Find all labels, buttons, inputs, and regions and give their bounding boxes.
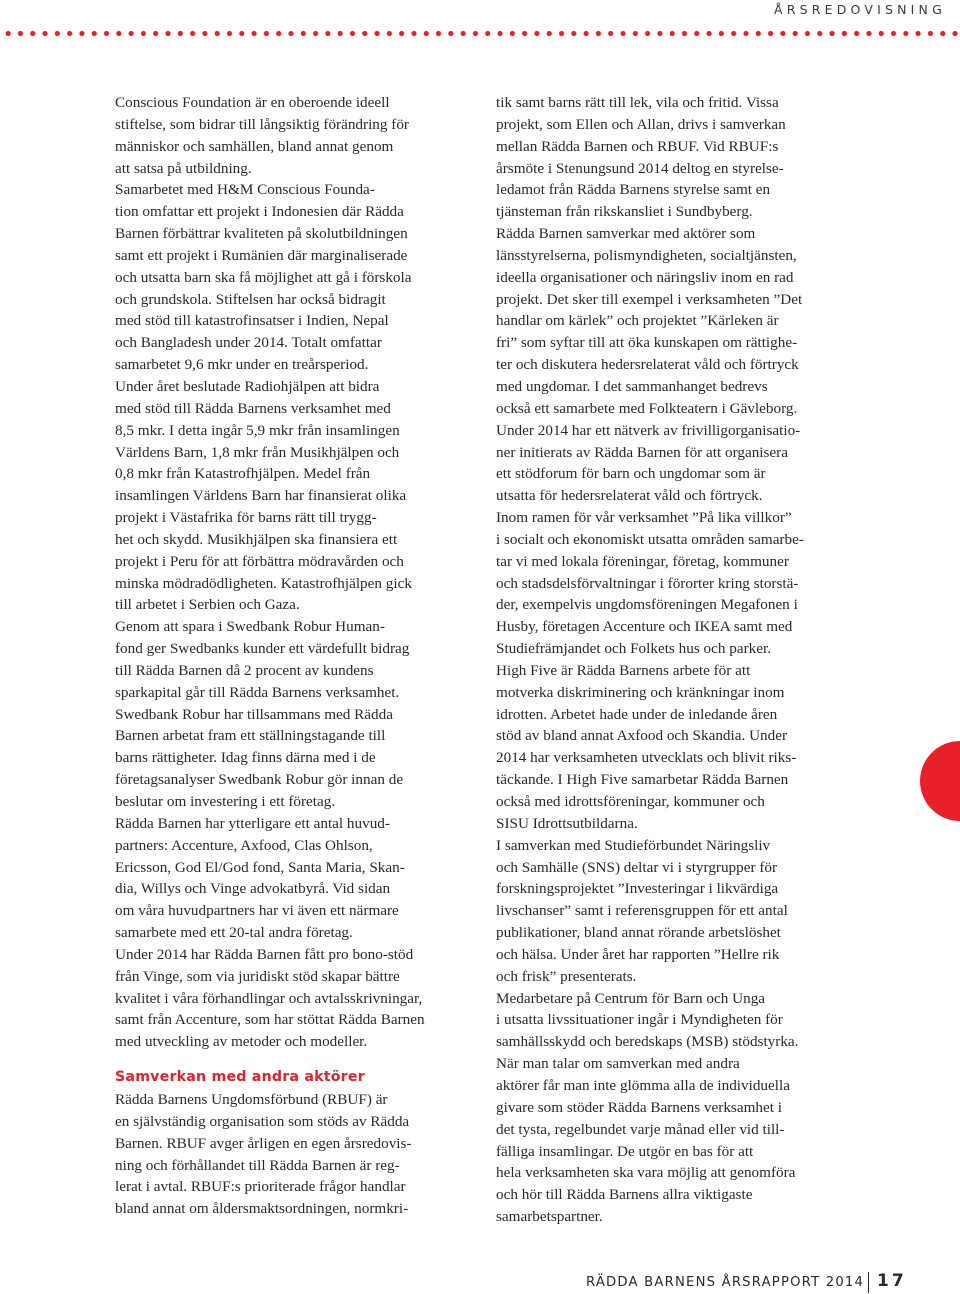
text-line: Världens Barn, 1,8 mkr från Musikhjälpen och <box>115 443 400 461</box>
text-line: hela verksamheten ska vara möjlig att genomföra <box>496 1164 796 1182</box>
text-line: samhällsskydd och beredskaps (MSB) stödstyrka. <box>496 1033 799 1051</box>
section-heading: Samverkan med andra aktörer <box>115 1069 365 1086</box>
text-line: stiftelse, som bidrar till långsiktig förändring för <box>115 115 409 133</box>
text-line: också ett samarbete med Folkteatern i Gävleborg. <box>496 399 798 417</box>
text-line: projekt i Västafrika för barns rätt till trygg- <box>115 509 377 527</box>
text-line: I samverkan med Studieförbundet Näringsliv <box>496 836 771 854</box>
text-line: Studiefrämjandet och Folkets hus och parker. <box>496 640 771 658</box>
text-line: Medarbetare på Centrum för Barn och Unga <box>496 989 766 1007</box>
text-line: aktörer får man inte glömma alla de individuella <box>496 1076 790 1094</box>
text-line: och frisk” presenterats. <box>496 967 637 985</box>
text-line: givare som stöder Rädda Barnens verksamhet i <box>496 1098 782 1116</box>
text-line: 8,5 mkr. I detta ingår 5,9 mkr från insamlingen <box>115 421 400 439</box>
text-line: dia, Willys och Vinge advokatbyrå. Vid sidan <box>115 880 391 898</box>
text-line: företagsanalyser Swedbank Robur gör innan de <box>115 771 404 789</box>
text-line: och hör till Rädda Barnens allra viktigaste <box>496 1186 753 1204</box>
dotted-divider <box>0 30 960 37</box>
text-line: Barnen arbetat fram ett ställningstagande till <box>115 727 386 745</box>
text-line: och hälsa. Under året har rapporten ”Hellre rik <box>496 945 780 963</box>
text-line: Swedbank Robur har tillsammans med Rädda <box>115 705 393 723</box>
text-line: fri” som syftar till att öka kunskapen om rättighe- <box>496 334 798 352</box>
page-number: 17 <box>877 1271 907 1291</box>
text-line: 0,8 mkr från Katastrofhjälpen. Medel från <box>115 465 371 483</box>
text-line: Under 2014 har ett nätverk av frivilligorganisatio- <box>496 421 801 439</box>
text-line: beslutar om investering i ett företag. <box>115 793 336 810</box>
text-line: forskningsprojektet ”Investeringar i likvärdiga <box>496 880 779 898</box>
text-line: om våra huvudpartners har vi även ett närmare <box>115 902 399 920</box>
text-line: människor och samhällen, bland annat genom <box>115 137 394 155</box>
text-line: mellan Rädda Barnen och RBUF. Vid RBUF:s <box>496 137 779 155</box>
text-line: minska mödradödligheten. Katastrofhjälpen gick <box>115 574 412 592</box>
text-line: Samarbetet med H&M Conscious Founda- <box>115 181 375 199</box>
text-line: fond ger Swedbanks kunder ett värdefullt bidrag <box>115 640 410 658</box>
text-line: en självständig organisation som stöds av Rädda <box>115 1112 410 1130</box>
text-line: partners: Accenture, Axfood, Clas Ohlson, <box>115 836 373 854</box>
left-column <box>115 92 460 1220</box>
text-line: från Vinge, som via juridiskt stöd skapar bättre <box>115 967 400 985</box>
text-line: till arbetet i Serbien och Gaza. <box>115 596 300 614</box>
text-line: insamlingen Världens Barn har finansierat olika <box>115 487 407 505</box>
text-line: Husby, företagen Accenture och IKEA samt med <box>496 618 793 636</box>
text-line: Genom att spara i Swedbank Robur Human- <box>115 618 385 636</box>
text-line: ledamot från Rädda Barnens styrelse samt en <box>496 181 771 199</box>
text-line: tjänsteman från rikskansliet i Sundbyberg. <box>496 203 753 221</box>
text-line: Rädda Barnens Ungdomsförbund (RBUF) är <box>115 1090 388 1108</box>
text-line: Inom ramen för vår verksamhet ”På lika villkor” <box>496 509 792 527</box>
text-line: det tysta, regelbundet varje månad eller vid till- <box>496 1120 785 1138</box>
text-line: och stadsdelsförvaltningar i förorter kring storstä- <box>496 574 799 592</box>
text-line: också med idrottsföreningar, kommuner och <box>496 793 765 810</box>
left-column-text <box>115 92 460 1053</box>
text-line: länsstyrelserna, polismyndigheten, socialtjänsten, <box>496 246 797 264</box>
text-line: ideella organisationer och näringsliv inom en rad <box>496 268 794 286</box>
text-line: och utsatta barn ska få möjlighet att gå i förskola <box>115 268 412 286</box>
text-line: ter och diskutera hedersrelaterat våld och förtryck <box>496 356 799 374</box>
text-line: i utsatta livssituationer ingår i Myndigheten för <box>496 1011 783 1029</box>
text-line: samarbetspartner. <box>496 1208 603 1226</box>
text-line: SISU Idrottsutbildarna. <box>496 814 638 832</box>
section-label: ÅRSREDOVISNING <box>773 2 946 17</box>
text-line: barns rättigheter. Idag finns därna med i de <box>115 749 376 767</box>
text-line: samt från Accenture, som har stöttat Rädda Barnen <box>115 1011 425 1029</box>
text-line: tik samt barns rätt till lek, vila och fritid. Vissa <box>496 94 779 111</box>
text-line: Rädda Barnen samverkar med aktörer som <box>496 225 756 243</box>
text-line: och grundskola. Stiftelsen har också bidragit <box>115 290 386 308</box>
text-line: Barnen. RBUF avger årligen en egen årsredovis- <box>115 1134 412 1152</box>
text-line: i socialt och ekonomiskt utsatta områden samarbe- <box>496 530 804 548</box>
text-line: het och skydd. Musikhjälpen ska finansiera ett <box>115 530 398 548</box>
text-line: samt ett projekt i Rumänien där marginaliserade <box>115 246 408 264</box>
text-line: och Bangladesh under 2014. Totalt omfattar <box>115 334 382 352</box>
text-line: samarbetet 9,6 mkr under en treårsperiod. <box>115 356 369 374</box>
text-line: och Samhälle (SNS) deltar vi i styrgrupper för <box>496 858 778 876</box>
text-line: utsatta för hedersrelaterat våld och förtryck. <box>496 487 763 505</box>
text-line: der, exempelvis ungdomsföreningen Megafonen i <box>496 596 798 614</box>
right-column-text <box>496 92 841 1228</box>
text-line: projekt. Det sker till exempel i verksamheten ”Det <box>496 290 803 308</box>
text-line: projekt, som Ellen och Allan, drivs i samverkan <box>496 115 786 133</box>
text-line: publikationer, bland annat rörande arbetslöshet <box>496 924 781 942</box>
text-line: 2014 har verksamheten utvecklats och blivit riks- <box>496 749 797 767</box>
left-column-text-after-heading <box>115 1089 460 1220</box>
text-line: projekt i Peru för att förbättra mödravården och <box>115 552 404 570</box>
text-line: ner initierats av Rädda Barnen för att organisera <box>496 443 788 461</box>
text-line: Under 2014 har Rädda Barnen fått pro bono-stöd <box>115 945 414 963</box>
text-line: livschanser” samt i referensgruppen för ett antal <box>496 902 788 920</box>
text-line: Rädda Barnen har ytterligare ett antal huvud- <box>115 814 390 832</box>
text-line: kvalitet i våra förhandlingar och avtalsskrivningar, <box>115 989 423 1007</box>
text-line: motverka diskriminering och kränkningar inom <box>496 683 785 701</box>
text-line: tion omfattar ett projekt i Indonesien där Rädda <box>115 203 404 221</box>
text-line: med utveckling av metoder och modeller. <box>115 1033 368 1051</box>
text-line: årsmöte i Stenungsund 2014 deltog en styrelse- <box>496 159 784 177</box>
text-line: sparkapital går till Rädda Barnens verksamhet. <box>115 683 400 701</box>
text-line: lerat i avtal. RBUF:s prioriterade frågor handlar <box>115 1178 406 1196</box>
text-line: samarbete med ett 20-tal andra företag. <box>115 924 353 942</box>
text-line: med stöd till katastrofinsatser i Indien, Nepal <box>115 312 389 330</box>
text-line: Barnen förbättrar kvaliteten på skolutbildningen <box>115 225 408 243</box>
text-line: fälliga insamlingar. De utgör en bas för att <box>496 1142 754 1160</box>
footer-divider <box>868 1272 869 1293</box>
text-line: idrotten. Arbetet hade under de inledande åren <box>496 705 778 723</box>
text-line: Under året beslutade Radiohjälpen att bidra <box>115 377 380 395</box>
text-line: tar vi med lokala föreningar, företag, kommuner <box>496 552 789 570</box>
text-line: med stöd till Rädda Barnens verksamhet med <box>115 399 391 417</box>
text-line: att satsa på utbildning. <box>115 159 252 177</box>
text-line: med ungdomar. I det sammanhanget bedrevs <box>496 377 768 395</box>
text-line: ett stödforum för barn och ungdomar som är <box>496 465 766 483</box>
text-line: bland annat om åldersmaktsordningen, normkri- <box>115 1200 409 1218</box>
right-column <box>496 92 841 1228</box>
text-line: Conscious Foundation är en oberoende ideell <box>115 94 390 111</box>
text-line: stöd av bland annat Axfood och Skandia. Under <box>496 727 788 745</box>
footer-report-title: RÄDDA BARNENS ÅRSRAPPORT 2014 <box>586 1275 865 1290</box>
text-line: Ericsson, God El/God fond, Santa Maria, Skan- <box>115 858 405 876</box>
text-line: När man talar om samverkan med andra <box>496 1055 740 1073</box>
text-line: till Rädda Barnen då 2 procent av kundens <box>115 661 374 679</box>
text-line: High Five är Rädda Barnens arbete för att <box>496 661 751 679</box>
text-line: täckande. I High Five samarbetar Rädda Barnen <box>496 771 789 789</box>
text-line: ning och förhållandet till Rädda Barnen är reg- <box>115 1156 400 1174</box>
chapter-tab-marker <box>920 741 960 821</box>
text-line: handlar om kärlek” och projektet ”Kärleken är <box>496 312 779 330</box>
